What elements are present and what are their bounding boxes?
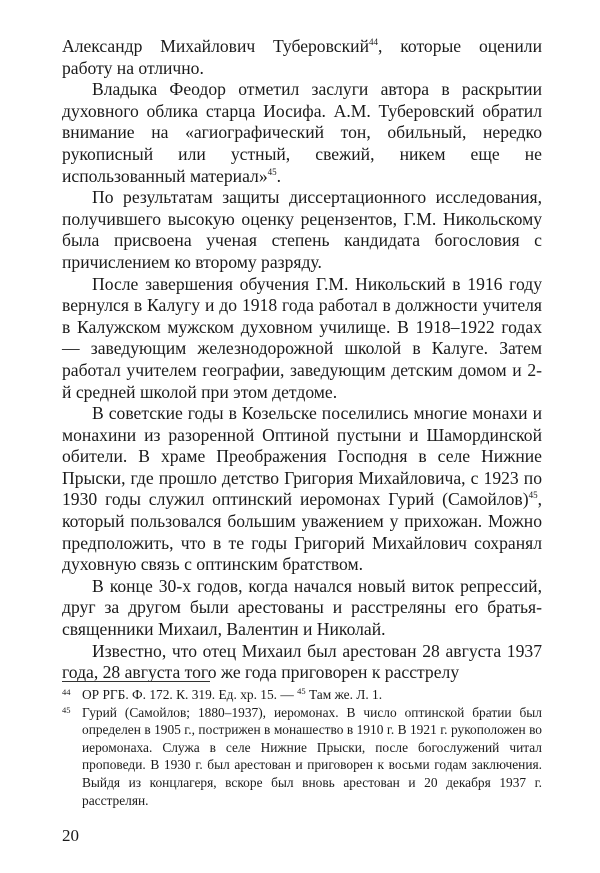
paragraph-text: . [276,165,282,186]
paragraph [62,79,542,187]
paragraph [62,274,542,404]
paragraph-text: В советские годы в Козельске поселились многие монахи и монахини из разоренной Оптиной пустыни и Шамординской обители. В храме Преображения Господня в селе Нижние Прыски, где прошло детство Григория Михайловича, с 1923 по 1930 годы служил оптинский иеромонах Гурий (Самойлов) [62,403,542,510]
footnote-ref: 45 [267,166,277,177]
paragraph [62,641,542,684]
paragraph-text: , которые оценили работу на отлично. [62,36,542,78]
main-text [62,36,542,684]
paragraph [62,36,542,79]
paragraph-text: После завершения обучения Г.М. Никольский в 1916 году вернулся в Калугу и до 1918 года работал в должности учителя в Калужском мужском духовном училище. В 1918–1922 годах — заведующим железнодорожной школой в Калуге. Затем работал учителем географии, заведующим детским домом и 2-й средней школой при этом детдоме. [62,273,542,402]
footnote-ref: 44 [369,37,378,47]
footnote-divider [62,681,210,682]
paragraph-text: , который пользовался большим уважением у прихожан. Можно предположить, что в те годы Григорий Михайлович сохранял духовную связь с оптинским братством. [62,489,542,575]
paragraph [62,576,542,641]
paragraph [62,403,542,576]
paragraph-text: Владыка Феодор отметил заслуги автора в раскрытии духовного облика старца Иосифа. А.М. Туберовский обратил внимание на «агиографический тон, обильный, нередко рукописный или устный, свежий, никем еще не использованный материал» [62,79,542,186]
page-body [62,36,542,684]
paragraph-text: В конце 30-х годов, когда начался новый виток репрессий, друг за другом были арестованы и расстреляны его братья-священники Михаил, Валентин и Николай. [62,575,542,640]
paragraph-text: По результатам защиты диссертационного исследования, получившего высокую оценку рецензентов, Г.М. Никольскому была присвоена ученая степень кандидата богословия с причислением ко второму разряду. [62,187,542,272]
footnotes [62,686,542,809]
footnote-number: 45 [62,704,71,715]
footnote-text: Там же. Л. 1. [305,687,383,702]
paragraph-text: Александр Михайлович Туберовский [62,36,369,56]
footnote-text: Гурий (Самойлов; 1880–1937), иеромонах. В число оптинской братии был определен в 1905 г., пострижен в монашество в 1910 г. В 1921 г. рукоположен во иеромонаха. Служа в селе Нижние Прыски, после богослужений читал проповеди. В 1930 г. был арестован и приговорен к восьми годам заключения. Выйдя из концлагеря, вскоре был вновь арестован и 20 декабря 1937 г. расстрелян. [82,704,542,808]
paragraph [62,187,542,273]
footnote-number: 44 [62,687,71,697]
paragraph-text: Известно, что отец Михаил был арестован 28 августа 1937 года, 28 августа того же года приговорен к расстрелу [62,640,542,683]
footnote-ref: 45 [528,490,538,501]
footnote-number: 45 [297,686,306,696]
page-number: 20 [62,826,79,845]
footnote [62,686,542,704]
footnote-text: ОР РГБ. Ф. 172. К. 319. Ед. хр. 15. — [82,687,298,702]
footnote [62,704,542,810]
